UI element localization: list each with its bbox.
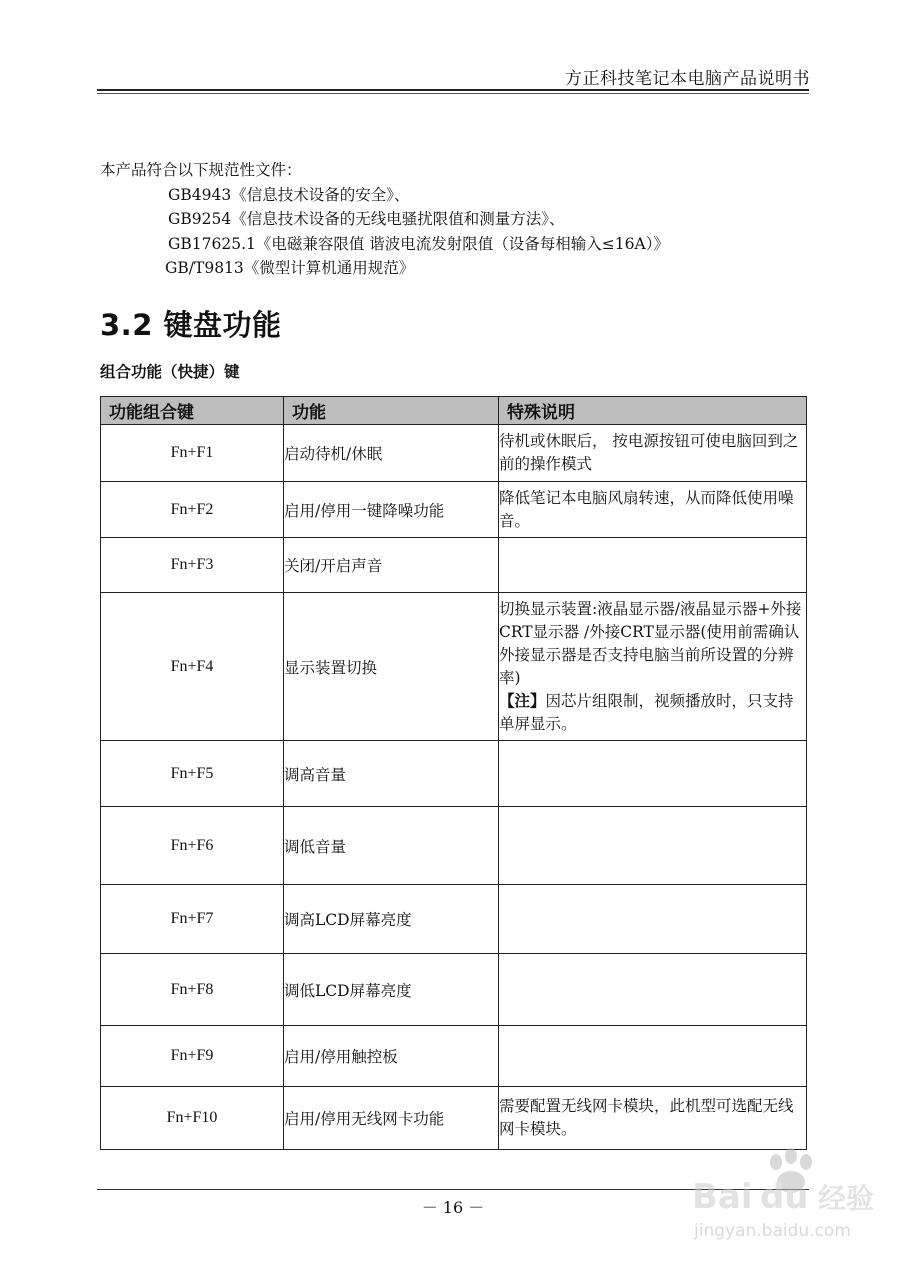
- watermark-label: 经验: [818, 1182, 875, 1215]
- document-header-title: 方正科技笔记本电脑产品说明书: [565, 69, 810, 89]
- note-cell: [499, 954, 807, 1026]
- function-cell: 调低音量: [284, 807, 499, 885]
- column-header-key: 功能组合键: [101, 397, 284, 425]
- note-cell: [499, 807, 807, 885]
- function-cell: 启用/停用触控板: [284, 1026, 499, 1087]
- table-row: [101, 1026, 807, 1087]
- table-row: [101, 482, 807, 538]
- table-row: [101, 807, 807, 885]
- table-row: [101, 741, 807, 807]
- compliance-lead: 本产品符合以下规范性文件：: [100, 161, 302, 179]
- watermark-brand: Bai: [692, 1177, 753, 1217]
- note-cell: [499, 593, 807, 741]
- table-row: [101, 538, 807, 593]
- standard-item: GB4943《信息技术设备的安全》、: [168, 185, 410, 204]
- column-header-note: 特殊说明: [499, 397, 807, 425]
- function-cell: 调低LCD屏幕亮度: [284, 954, 499, 1026]
- note-cell: [499, 885, 807, 954]
- table-row: [101, 954, 807, 1026]
- note-cell: [499, 741, 807, 807]
- note-extra-text: 因芯片组限制，视频播放时，只支持单屏显示。: [499, 691, 794, 733]
- function-cell: 显示装置切换: [284, 593, 499, 741]
- function-cell: 调高LCD屏幕亮度: [284, 885, 499, 954]
- table-row: [101, 593, 807, 741]
- subsection-title: 组合功能（快捷）键: [100, 363, 240, 381]
- page-number: － 16 －: [421, 1198, 485, 1217]
- function-cell: 启用/停用一键降噪功能: [284, 482, 499, 538]
- function-cell: 启动待机/休眠: [284, 425, 499, 482]
- standard-item: GB9254《信息技术设备的无线电骚扰限值和测量方法》、: [168, 210, 565, 228]
- standard-item: GB/T9813《微型计算机通用规范》: [165, 259, 415, 277]
- baidu-jingyan-watermark: [690, 1140, 890, 1250]
- compliance-intro: [100, 158, 669, 281]
- note-mark: 【注】: [499, 691, 546, 710]
- key-cell: Fn+F10: [101, 1087, 284, 1150]
- function-cell: 关闭/开启声音: [284, 538, 499, 593]
- header-divider: [97, 89, 809, 91]
- key-cell: Fn+F3: [101, 538, 284, 593]
- note-cell: 降低笔记本电脑风扇转速，从而降低使用噪音。: [499, 482, 807, 538]
- table-header-row: [101, 397, 807, 425]
- column-header-function: 功能: [284, 397, 499, 425]
- hotkey-table: [100, 396, 807, 1150]
- function-cell: 调高音量: [284, 741, 499, 807]
- watermark-brand-tail: du: [760, 1177, 809, 1217]
- table-row: [101, 425, 807, 482]
- note-cell: [499, 1026, 807, 1087]
- function-cell: 启用/停用无线网卡功能: [284, 1087, 499, 1150]
- key-cell: Fn+F4: [101, 593, 284, 741]
- note-text: 切换显示装置:液晶显示器/液晶显示器+外接CRT显示器 /外接CRT显示器(使用前需确认外接显示器是否支持电脑当前所设置的分辨率): [499, 599, 802, 687]
- note-cell: 待机或休眠后， 按电源按钮可使电脑回到之前的操作模式: [499, 425, 807, 482]
- key-cell: Fn+F7: [101, 885, 284, 954]
- key-cell: Fn+F8: [101, 954, 284, 1026]
- header-divider-thin: [97, 93, 809, 94]
- key-cell: Fn+F9: [101, 1026, 284, 1087]
- note-cell: 需要配置无线网卡模块，此机型可选配无线网卡模块。: [499, 1087, 807, 1150]
- table-row: [101, 885, 807, 954]
- key-cell: Fn+F1: [101, 425, 284, 482]
- standard-item: GB17625.1《电磁兼容限值 谐波电流发射限值（设备每相输入≤16A）》: [168, 234, 669, 253]
- section-title: 3.2 键盘功能: [100, 308, 282, 342]
- key-cell: Fn+F2: [101, 482, 284, 538]
- key-cell: Fn+F6: [101, 807, 284, 885]
- watermark-url: jingyan.baidu.com: [694, 1221, 851, 1241]
- note-cell: [499, 538, 807, 593]
- key-cell: Fn+F5: [101, 741, 284, 807]
